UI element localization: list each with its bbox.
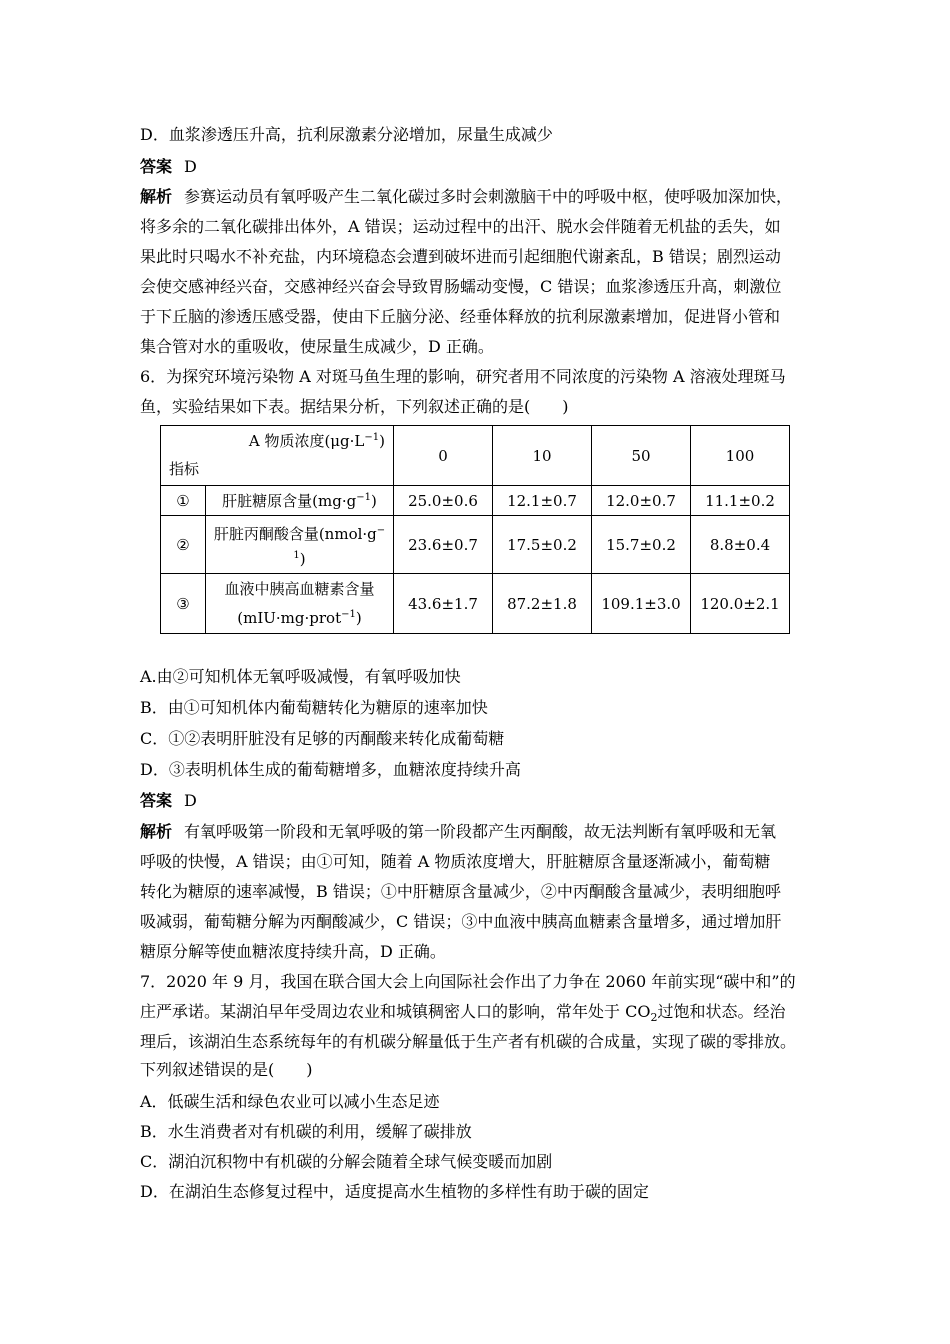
q5-answer-line	[140, 157, 197, 177]
q5-analysis-line-5: 于下丘脑的渗透压感受器，使由下丘脑分泌、经垂体释放的抗利尿激素增加，促进肾小管和	[140, 307, 781, 326]
row-number: ①	[161, 486, 206, 516]
table-cell: 23.6±0.7	[394, 516, 493, 574]
table-header-row	[161, 426, 790, 486]
q7-stem-line-2: 庄严承诺。某湖泊早年受周边农业和城镇稠密人口的影响，常年处于 $CO_2$过饱和状态。经治	[140, 1002, 786, 1025]
table-cell: 120.0±2.1	[691, 574, 790, 634]
q6-analysis-line-5: 糖原分解等使血糖浓度持续升高，D 正确。	[140, 942, 446, 961]
q6-option-b: B．由①可知机体内葡萄糖转化为糖原的速率加快	[140, 698, 488, 717]
q6-answer: D	[184, 791, 197, 810]
q5-answer: D	[184, 157, 197, 176]
concentration-header: A 物质浓度$(\mu g\cdot L^{-1})$	[248, 432, 385, 450]
answer-label: 答案	[140, 791, 173, 810]
table-cell: 12.1±0.7	[493, 486, 592, 516]
table-cell: 25.0±0.6	[394, 486, 493, 516]
row-number: ③	[161, 574, 206, 634]
column-header: 10	[493, 426, 592, 486]
q6-option-d: D．③表明机体生成的葡萄糖增多，血糖浓度持续升高	[140, 760, 521, 779]
table-corner-header	[161, 426, 394, 486]
answer-label: 答案	[140, 157, 173, 176]
q6-analysis-line-2: 呼吸的快慢，A 错误；由①可知，随着 A 物质浓度增大，肝脏糖原含量逐渐减小，葡萄糖	[140, 852, 771, 871]
table-cell: 12.0±0.7	[592, 486, 691, 516]
column-header: 0	[394, 426, 493, 486]
table-row	[161, 516, 790, 574]
row-indicator: 肝脏糖原含量$(mg\cdot g^{-1})$	[206, 486, 394, 516]
q7-stem-line-3: 理后，该湖泊生态系统每年的有机碳分解量低于生产者有机碳的合成量，实现了碳的零排放。	[140, 1032, 797, 1051]
row-number: ②	[161, 516, 206, 574]
table-cell: 11.1±0.2	[691, 486, 790, 516]
column-header: 100	[691, 426, 790, 486]
q6-option-c: C．①②表明肝脏没有足够的丙酮酸来转化成葡萄糖	[140, 729, 505, 748]
q7-option-d: D．在湖泊生态修复过程中，适度提高水生植物的多样性有助于碳的固定	[140, 1182, 649, 1201]
q5-analysis-line-4: 会使交感神经兴奋，交感神经兴奋会导致胃肠蠕动变慢，C 错误；血浆渗透压升高，刺激位	[140, 277, 782, 296]
q5-option-d: D．血浆渗透压升高，抗利尿激素分泌增加，尿量生成减少	[140, 125, 553, 144]
table-cell: 8.8±0.4	[691, 516, 790, 574]
q7-option-a: A．低碳生活和绿色农业可以减小生态足迹	[140, 1092, 440, 1111]
row-indicator: 肝脏丙酮酸含量(nmol·g− $^1$)	[206, 516, 394, 574]
analysis-label: 解析	[140, 822, 173, 841]
table-cell: 17.5±0.2	[493, 516, 592, 574]
row-indicator: 血液中胰高血糖素含量 (mIU·mg·prot$^{-1}$)	[206, 574, 394, 634]
q7-stem-line-1: 7．2020 年 9 月，我国在联合国大会上向国际社会作出了力争在 2060 年前实现“碳中和”的	[140, 972, 796, 991]
q5-analysis-line-6: 集合管对水的重吸收，使尿量生成减少，D 正确。	[140, 337, 494, 356]
q6-analysis-line-3: 转化为糖原的速率减慢，B 错误；①中肝糖原含量减少，②中丙酮酸含量减少，表明细胞呼	[140, 882, 781, 901]
table-row	[161, 486, 790, 516]
q5-analysis-line-2: 将多余的二氧化碳排出体外，A 错误；运动过程中的出汗、脱水会伴随着无机盐的丢失，如	[140, 217, 781, 236]
q6-analysis-line-1: 解析 有氧呼吸第一阶段和无氧呼吸的第一阶段都产生丙酮酸，故无法判断有氧呼吸和无氧	[140, 822, 777, 841]
q7-stem-line-4: 下列叙述错误的是( )	[140, 1060, 313, 1079]
q6-analysis-line-4: 吸减弱，葡萄糖分解为丙酮酸减少，C 错误；③中血液中胰高血糖素含量增多，通过增加肝	[140, 912, 782, 931]
table-row	[161, 574, 790, 634]
q5-analysis-line-3: 果此时只喝水不补充盐，内环境稳态会遭到破坏进而引起细胞代谢紊乱，B 错误；剧烈运动	[140, 247, 781, 266]
q6-stem-line-1: 6．为探究环境污染物 A 对斑马鱼生理的影响，研究者用不同浓度的污染物 A 溶液处理斑马	[140, 367, 786, 386]
q7-option-c: C．湖泊沉积物中有机碳的分解会随着全球气候变暖而加剧	[140, 1152, 553, 1171]
q5-analysis-line-1: 解析 参赛运动员有氧呼吸产生二氧化碳过多时会刺激脑干中的呼吸中枢，使呼吸加深加快，	[140, 187, 793, 206]
column-header: 50	[592, 426, 691, 486]
results-table	[160, 425, 790, 634]
analysis-label: 解析	[140, 187, 173, 206]
table-cell: 15.7±0.2	[592, 516, 691, 574]
q6-answer-line	[140, 791, 197, 811]
table-cell: 87.2±1.8	[493, 574, 592, 634]
q7-option-b: B．水生消费者对有机碳的利用，缓解了碳排放	[140, 1122, 472, 1141]
table-cell: 43.6±1.7	[394, 574, 493, 634]
indicator-header: 指标	[169, 460, 200, 478]
q6-option-a: A.由②可知机体无氧呼吸减慢，有氧呼吸加快	[140, 667, 461, 686]
q6-stem-line-2: 鱼，实验结果如下表。据结果分析，下列叙述正确的是( )	[140, 397, 569, 416]
table-cell: 109.1±3.0	[592, 574, 691, 634]
